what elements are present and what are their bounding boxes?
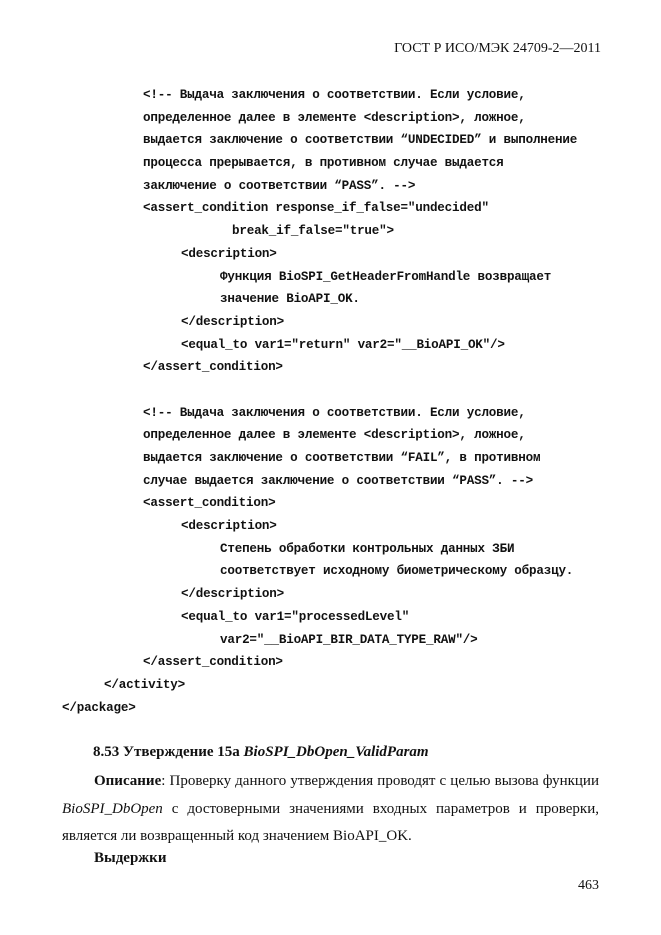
code-line (0, 152, 661, 175)
code-line (0, 697, 661, 720)
code-line (0, 402, 661, 425)
code-line (0, 334, 661, 357)
code-text: break_if_false="true"> (232, 224, 394, 239)
document-header: ГОСТ Р ИСО/МЭК 24709-2—2011 (394, 41, 601, 56)
subheading-excerpts: Выдержки (94, 850, 167, 866)
code-line (0, 560, 661, 583)
code-text: </assert_condition> (143, 360, 283, 375)
code-line (0, 197, 661, 220)
code-text: определенное далее в элементе <description>, ложное, (143, 110, 526, 125)
code-line (0, 583, 661, 606)
code-text: заключение о соответствии “PASS”. --> (143, 178, 416, 193)
code-text: определенное далее в элементе <description>, ложное, (143, 428, 526, 443)
code-line (0, 84, 661, 107)
code-text: соответствует исходному биометрическому образцу. (220, 564, 574, 579)
code-line (0, 107, 661, 130)
code-text: Функция BioSPI_GetHeaderFromHandle возвращает (220, 269, 552, 284)
code-line (0, 538, 661, 561)
code-text: <description> (181, 519, 277, 534)
code-line (0, 288, 661, 311)
code-line (0, 629, 661, 652)
code-line (0, 129, 661, 152)
code-text: </activity> (104, 677, 185, 692)
code-text: Степень обработки контрольных данных ЗБИ (220, 541, 515, 556)
code-text: <!-- Выдача заключения о соответствии. Если условие, (143, 405, 526, 420)
code-line (0, 220, 661, 243)
code-line (0, 651, 661, 674)
code-text: <description> (181, 246, 277, 261)
section-number-title: 8.53 Утверждение 15а (93, 744, 240, 760)
description-label: Описание (94, 773, 162, 789)
function-name: BioSPI_DbOpen (62, 800, 163, 817)
code-line (0, 424, 661, 447)
code-text: </assert_condition> (143, 655, 283, 670)
code-line (0, 492, 661, 515)
code-text: <equal_to var1="return" var2="__BioAPI_OK"/> (181, 337, 505, 352)
description-text-continued: с достоверными значениями входных параметров и проверки, является ли возвращенный код значением BioAPI_OK. (62, 800, 599, 845)
xml-code-block (0, 84, 661, 719)
code-line (0, 379, 661, 402)
code-line (0, 243, 661, 266)
code-text: выдается заключение о соответствии “UNDECIDED” и выполнение (143, 133, 578, 148)
code-line (0, 447, 661, 470)
code-line (0, 674, 661, 697)
code-text: случае выдается заключение о соответствии “PASS”. --> (143, 473, 533, 488)
code-text: процесса прерывается, в противном случае выдается (143, 156, 504, 171)
code-line (0, 266, 661, 289)
code-line (0, 311, 661, 334)
page-number: 463 (578, 878, 599, 893)
code-text: var2="__BioAPI_BIR_DATA_TYPE_RAW"/> (220, 632, 478, 647)
code-text: значение BioAPI_OK. (220, 292, 360, 307)
description-text: : Проверку данного утверждения проводят с целью вызова функции (161, 773, 599, 789)
code-line (0, 515, 661, 538)
code-line (0, 470, 661, 493)
section-heading (93, 744, 429, 761)
code-text: <assert_condition response_if_false="undecided" (143, 201, 489, 216)
code-text: выдается заключение о соответствии “FAIL”, в противном (143, 451, 541, 465)
code-text: </package> (62, 700, 136, 715)
code-line (0, 606, 661, 629)
code-text: <equal_to var1="processedLevel" (181, 609, 410, 624)
description-paragraph (62, 768, 599, 851)
code-text: </description> (181, 587, 285, 602)
code-text: <assert_condition> (143, 496, 276, 511)
code-line (0, 175, 661, 198)
section-title-italic: BioSPI_DbOpen_ValidParam (243, 744, 429, 760)
code-text: <!-- Выдача заключения о соответствии. Если условие, (143, 88, 526, 102)
code-line (0, 356, 661, 379)
code-text: </description> (181, 314, 285, 329)
